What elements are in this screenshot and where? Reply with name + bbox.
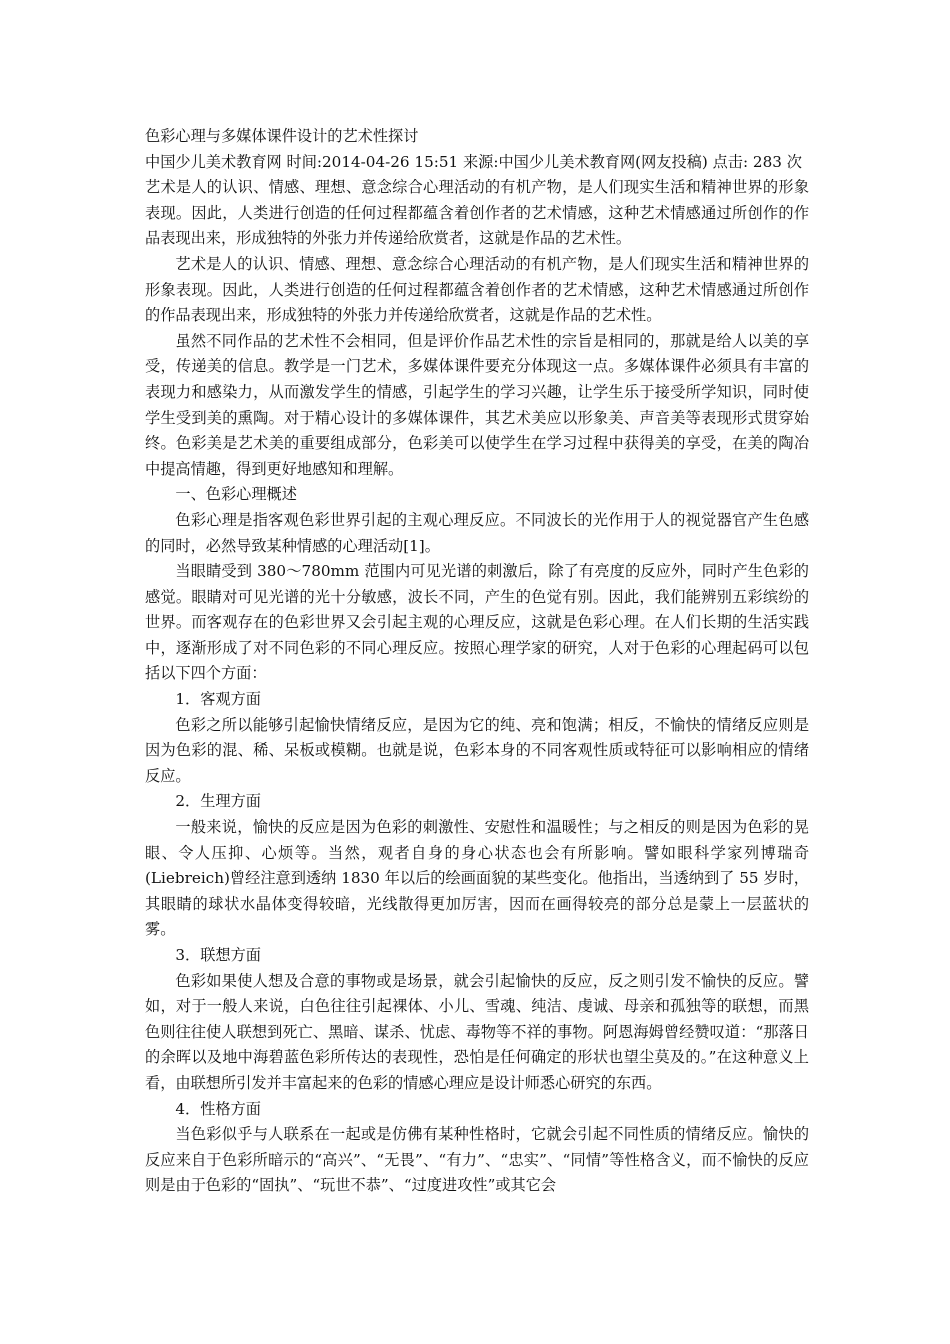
subsection-heading: 1．客观方面 [175, 690, 261, 709]
body-paragraph: 虽然不同作品的艺术性不会相同，但是评价作品艺术性的宗旨是相同的，那就是给人以美的享受，传递美的信息。教学是一门艺术，多媒体课件要充分体现这一点。多媒体课件必须具有丰富的表现力和感染力，从而激发学生的情感，引起学生的学习兴趣，让学生乐于接受所学知识，同时使学生受到美的熏陶。对于精心设计的多媒体课件，其艺术美应以形象美、声音美等表现形式贯穿始终。色彩美是艺术美的重要组成部分，色彩美可以使学生在学习过程中获得美的享受，在美的陶冶中提高情趣，得到更好地感知和理解。 [145, 331, 809, 478]
body-paragraph: 当眼睛受到 380～780mm 范围内可见光谱的刺激后，除了有亮度的反应外，同时产生色彩的感觉。眼睛对可见光谱的光十分敏感，波长不同，产生的色觉有别。因此，我们能辨别五彩缤纷的世界。而客观存在的色彩世界又会引起主观的心理反应，这就是色彩心理。在人们长期的生活实践中，逐渐形成了对不同色彩的不同心理反应。按照心理学家的研究，人对于色彩的心理起码可以包括以下四个方面： [145, 562, 809, 683]
subsection-heading: 4．性格方面 [175, 1099, 261, 1118]
body-paragraph: 色彩之所以能够引起愉快情绪反应，是因为它的纯、亮和饱满；相反，不愉快的情绪反应则是因为色彩的混、稀、呆板或模糊。也就是说，色彩本身的不同客观性质或特征可以影响相应的情绪反应。 [145, 715, 809, 785]
body-paragraph: 色彩如果使人想及合意的事物或是场景，就会引起愉快的反应，反之则引发不愉快的反应。譬如，对于一般人来说，白色往往引起裸体、小儿、雪魂、纯洁、虔诚、母亲和孤独等的联想，而黑色则往往使人联想到死亡、黑暗、谋杀、忧虑、毒物等不祥的事物。阿恩海姆曾经赞叹道：“那落日的余晖以及地中海碧蓝色彩所传达的表现性，恐怕是任何确定的形状也望尘莫及的。”在这种意义上看，由联想所引发并丰富起来的色彩的情感心理应是设计师悉心研究的东西。 [145, 971, 809, 1092]
body-paragraph: 当色彩似乎与人联系在一起或是仿佛有某种性格时，它就会引起不同性质的情绪反应。愉快的反应来自于色彩所暗示的“高兴”、“无畏”、“有力”、“忠实”、“同情”等性格含义，而不愉快的反应则是由于色彩的“固执”、“玩世不恭”、“过度进攻性”或其它会 [145, 1125, 809, 1195]
body-paragraph: 色彩心理是指客观色彩世界引起的主观心理反应。不同波长的光作用于人的视觉器官产生色感的同时，必然导致某种情感的心理活动[1]。 [145, 510, 809, 555]
article-meta: 中国少儿美术教育网 时间:2014-04-26 15:51 来源:中国少儿美术教育网(网友投稿) 点击: 283 次 [145, 152, 802, 171]
subsection-heading: 3．联想方面 [175, 946, 261, 964]
section-heading: 一、色彩心理概述 [175, 485, 297, 504]
body-paragraph: 一般来说，愉快的反应是因为色彩的刺激性、安慰性和温暖性；与之相反的则是因为色彩的晃眼、令人压抑、心烦等。当然，观者自身的身心状态也会有所影响。譬如眼科学家列博瑞奇(Liebreich)曾经注意到透纳 1830 年以后的绘画面貌的某些变化。他指出，当透纳到了 55 岁时，其眼睛的球状水晶体变得较暗，光线散得更加厉害，因而在画得较亮的部分总是蒙上一层蓝状的雾。 [145, 818, 809, 939]
article-title: 色彩心理与多媒体课件设计的艺术性探讨 [145, 127, 419, 145]
intro-paragraph: 艺术是人的认识、情感、理想、意念综合心理活动的有机产物，是人们现实生活和精神世界的形象表现。因此，人类进行创造的任何过程都蕴含着创作者的艺术情感，这种艺术情感通过所创作的作品表现出来，形成独特的外张力并传递给欣赏者，这就是作品的艺术性。 [145, 178, 809, 248]
article [145, 124, 809, 1199]
body-paragraph: 艺术是人的认识、情感、理想、意念综合心理活动的有机产物，是人们现实生活和精神世界的形象表现。因此，人类进行创造的任何过程都蕴含着创作者的艺术情感，这种艺术情感通过所创作的作品表现出来，形成独特的外张力并传递给欣赏者，这就是作品的艺术性。 [145, 254, 809, 325]
subsection-heading: 2．生理方面 [175, 792, 261, 811]
